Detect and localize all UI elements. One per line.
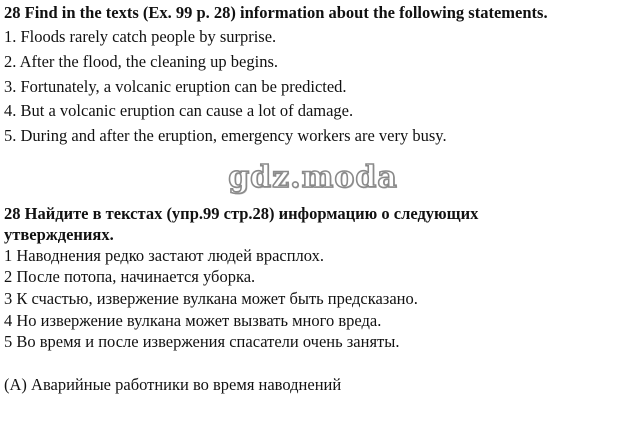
english-statement-3: 3. Fortunately, a volcanic eruption can be predicted. (4, 77, 347, 96)
english-statement-5: 5. During and after the eruption, emergency workers are very busy. (4, 126, 447, 145)
russian-statement-1: 1 Наводнения редко застают людей врасплох. (4, 246, 325, 265)
watermark-logo: gdz.moda (228, 160, 398, 195)
english-heading: 28 Find in the texts (Ex. 99 p. 28) information about the following statements. (4, 3, 548, 22)
russian-statement-5: 5 Во время и после извержения спасатели очень заняты. (4, 332, 400, 351)
russian-statement-2: 2 После потопа, начинается уборка. (4, 267, 256, 286)
english-statement-1: 1. Floods rarely catch people by surprise. (4, 27, 277, 46)
english-statement-2: 2. After the flood, the cleaning up begins. (4, 52, 279, 71)
russian-statement-4: 4 Но извержение вулкана может вызвать много вреда. (4, 311, 382, 330)
russian-heading: 28 Найдите в текстах (упр.99 стр.28) информацию о следующих утверждениях. (4, 204, 479, 244)
answer-line: (A) Аварийные работники во время наводнений (4, 375, 342, 394)
english-statement-4: 4. But a volcanic eruption can cause a lot of damage. (4, 101, 354, 120)
russian-statement-3: 3 К счастью, извержение вулкана может быть предсказано. (4, 289, 418, 308)
